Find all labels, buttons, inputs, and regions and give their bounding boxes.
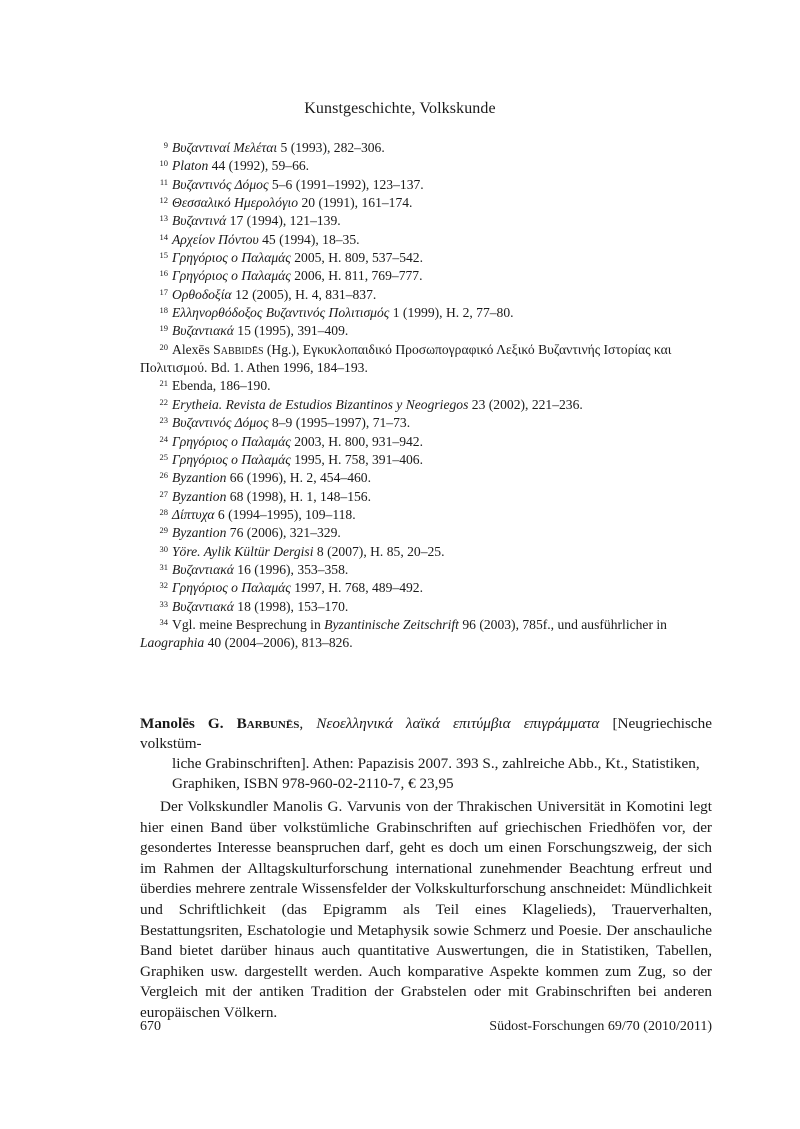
footnote-title: Ελληνορθόδοξος Βυζαντινός Πολιτισμός xyxy=(172,305,390,321)
footnote xyxy=(140,139,712,157)
footnote-text: 1995, H. 758, 391–406. xyxy=(290,451,423,467)
footnote xyxy=(140,157,712,175)
footnote-number: 17 xyxy=(159,286,168,297)
footnote-title: Βυζαντινά xyxy=(172,213,227,229)
footnote-number: 19 xyxy=(159,323,168,334)
footnote-title: Βυζαντιακά xyxy=(172,598,234,614)
footnote-title: Byzantinische Zeitschrift xyxy=(324,616,459,632)
footnote-number: 34 xyxy=(159,616,168,627)
footnote xyxy=(140,267,712,285)
footnote-number: 9 xyxy=(163,140,168,150)
footnote-title: Byzantion xyxy=(172,488,227,504)
footnote-text: Ebenda, 186–190. xyxy=(172,378,271,394)
footnote xyxy=(140,377,712,395)
footnote-title: Βυζαντιακά xyxy=(172,323,234,339)
running-head: Kunstgeschichte, Volkskunde xyxy=(304,100,496,117)
footnote-text: 8–9 (1995–1997), 71–73. xyxy=(268,415,411,431)
footnote-number: 22 xyxy=(159,396,168,407)
review-heading-line3: Graphiken, ISBN 978-960-02-2110-7, € 23,95 xyxy=(172,775,454,792)
review-body: Der Volkskundler Manolis G. Varvunis von der Thrakischen Universität in Komotini legt hier einen Band über volkstümliche Grabinschriften auf griechischen Friedhöfen vor, der gesondertes Interesse beanspruchen darf, geht es doch um einen Forschungszweig, der sich im Rahmen der Alltagskulturforschung international zunehmender Beachtung erfreut und überdies mehrere zentrale Wissensfelder der Volkskulturforschung anschneidet: Mündlichkeit und Schriftlichkeit (das Epigramm als Teil eines Klagelieds), Trauerverhalten, Bestattungsriten, Eschatologie und Metaphysik sowie Schmerz und Poesie. Der anschauliche Band bietet darüber hinaus auch quantitative Auswertungen, die in Statistiken, Tabellen, Graphiken usw. dargestellt werden. Auch komparative Aspekte kommen zum Zug, so der Vergleich mit der antiken Tradition der Grabstelen oder mit Grabinschriften bei anderen europäischen Völkern. xyxy=(140,798,712,1021)
book-title-translation: [Neugriechische volkstüm- xyxy=(140,715,713,752)
footnote xyxy=(140,322,712,340)
footnote-number: 29 xyxy=(159,525,168,536)
footnote xyxy=(140,488,712,506)
footnote xyxy=(140,579,712,597)
footnote-title: Byzantion xyxy=(172,525,227,541)
footnote-title: Γρηγόριος ο Παλαμάς xyxy=(172,268,291,284)
footnote-number: 23 xyxy=(159,415,168,426)
footnote-title: Γρηγόριος ο Παλαμάς xyxy=(172,250,291,266)
review-heading-line2: liche Grabinschriften]. Athen: Papazisis 2007. 393 S., zahlreiche Abb., Kt., Statistiken, xyxy=(172,755,700,772)
footnote-title: Yöre. Aylik Kültür Dergisi xyxy=(172,543,314,559)
footnote-text: 45 (1994), 18–35. xyxy=(258,231,360,247)
footnotes xyxy=(140,139,712,653)
footnote-title: Αρχείον Πόντου xyxy=(172,231,259,247)
separator: , xyxy=(299,715,317,732)
footnote xyxy=(140,598,712,616)
footnote-number: 32 xyxy=(159,580,168,591)
footnote-text: 96 (2003), 785f., und ausführlicher in xyxy=(458,616,667,632)
footnote-text: 44 (1992), 59–66. xyxy=(208,158,310,174)
footnote-number: 14 xyxy=(159,231,168,242)
footnote-title: Γρηγόριος ο Παλαμάς xyxy=(172,433,291,449)
footnote-title: Platon xyxy=(172,158,209,174)
footnote-text: 16 (1996), 353–358. xyxy=(233,561,349,577)
footnote-title: Byzantion xyxy=(172,470,227,486)
book-title-greek: Νεοελληνικά λαϊκά επιτύμβια επιγράμματα xyxy=(316,715,600,732)
footnote xyxy=(140,176,712,194)
footnote-number: 33 xyxy=(159,598,168,609)
footnote-number: 15 xyxy=(159,250,168,261)
page-number: 670 xyxy=(140,1019,161,1034)
footnote-number: 27 xyxy=(159,488,168,499)
footnote-number: 20 xyxy=(159,341,168,352)
footnote-text: 2005, H. 809, 537–542. xyxy=(290,250,423,266)
footnote-text: 5 (1993), 282–306. xyxy=(277,140,385,155)
footnote-number: 13 xyxy=(159,213,168,224)
footnote-text: 2003, H. 800, 931–942. xyxy=(290,433,423,449)
footnote xyxy=(140,249,712,267)
footnote-text: 5–6 (1991–1992), 123–137. xyxy=(268,176,424,192)
footnote xyxy=(140,543,712,561)
footnote-text: 18 (1998), 153–170. xyxy=(233,598,349,614)
footnote xyxy=(140,561,712,579)
footnote-title: Βυζαντινός Δόμος xyxy=(172,415,269,431)
footnote-text: 2006, H. 811, 769–777. xyxy=(290,268,423,284)
footnote-text: Alexēs xyxy=(172,341,214,357)
footnote-number: 25 xyxy=(159,451,168,462)
footnote xyxy=(140,231,712,249)
footnote-author: Sabbidēs xyxy=(213,341,264,357)
footnote-number: 10 xyxy=(159,158,168,169)
footnote xyxy=(140,524,712,542)
footnote-text: 6 (1994–1995), 109–118. xyxy=(214,506,356,522)
footnote-text: Vgl. meine Besprechung in xyxy=(172,616,325,632)
footnote-number: 18 xyxy=(159,305,168,316)
footnote xyxy=(140,414,712,432)
footnote-number: 21 xyxy=(159,378,168,389)
footnote-number: 11 xyxy=(159,176,168,187)
author-last-name: Barbunēs xyxy=(236,715,300,732)
footnote xyxy=(140,194,712,212)
footnote-number: 12 xyxy=(159,195,168,206)
footnote-text: 8 (2007), H. 85, 20–25. xyxy=(313,543,445,559)
footnote-number: 26 xyxy=(159,470,168,481)
footnote-text: 76 (2006), 321–329. xyxy=(226,525,341,541)
footnote-title: Βυζαντιακά xyxy=(172,561,234,577)
footnote-number: 28 xyxy=(159,506,168,517)
footnote-text: 15 (1995), 391–409. xyxy=(233,323,349,339)
footnote-text: 17 (1994), 121–139. xyxy=(226,213,341,229)
footnote xyxy=(140,616,712,653)
footnote-title: Γρηγόριος ο Παλαμάς xyxy=(172,451,291,467)
footnote-title: Βυζαντινός Δόμος xyxy=(172,176,269,192)
footnote xyxy=(140,304,712,322)
footnote xyxy=(140,469,712,487)
footnote xyxy=(140,286,712,304)
footnote xyxy=(140,451,712,469)
footnote-title: Laographia xyxy=(140,635,205,651)
footnote-text: 40 (2004–2006), 813–826. xyxy=(204,635,353,651)
review-heading xyxy=(140,714,712,794)
footnote-text: 1997, H. 768, 489–492. xyxy=(290,580,423,596)
footnote-text: 68 (1998), H. 1, 148–156. xyxy=(226,488,371,504)
footnote-title: Δίπτυχα xyxy=(172,506,215,522)
footnote-text: 1 (1999), H. 2, 77–80. xyxy=(389,305,514,321)
footnote-text: Πολιτισμού. Bd. 1. Athen 1996, 184–193. xyxy=(140,360,368,376)
footnote-number: 24 xyxy=(159,433,168,444)
footnote-title: Βυζαντιναί Μελέται xyxy=(172,140,278,155)
journal-citation: Südost-Forschungen 69/70 (2010/2011) xyxy=(489,1019,712,1034)
footnote-title: Γρηγόριος ο Παλαμάς xyxy=(172,580,291,596)
footnote xyxy=(140,341,712,378)
footnote xyxy=(140,212,712,230)
footnote-number: 16 xyxy=(159,268,168,279)
author-first-name: Manolēs G. xyxy=(140,715,237,732)
review-heading-line1 xyxy=(140,714,712,754)
footnote-text: 66 (1996), H. 2, 454–460. xyxy=(226,470,371,486)
footnote-number: 30 xyxy=(159,543,168,554)
footnote-text: 20 (1991), 161–174. xyxy=(298,195,413,211)
footnote xyxy=(140,433,712,451)
footnote-number: 31 xyxy=(159,561,168,572)
footnote-title: Ορθοδοξία xyxy=(172,286,232,302)
footnote xyxy=(140,396,712,414)
footnote-title: Erytheia. Revista de Estudios Bizantinos y Neogriegos xyxy=(172,396,469,412)
footnote-text: 23 (2002), 221–236. xyxy=(468,396,583,412)
footnote-title: Θεσσαλικό Ημερολόγιο xyxy=(172,195,299,211)
footnote-text: 12 (2005), H. 4, 831–837. xyxy=(231,286,377,302)
footnote-text: (Hg.), Εγκυκλοπαιδικό Προσωπογραφικό Λεξικό Βυζαντινής Ιστορίας και xyxy=(263,341,672,357)
footnote xyxy=(140,506,712,524)
